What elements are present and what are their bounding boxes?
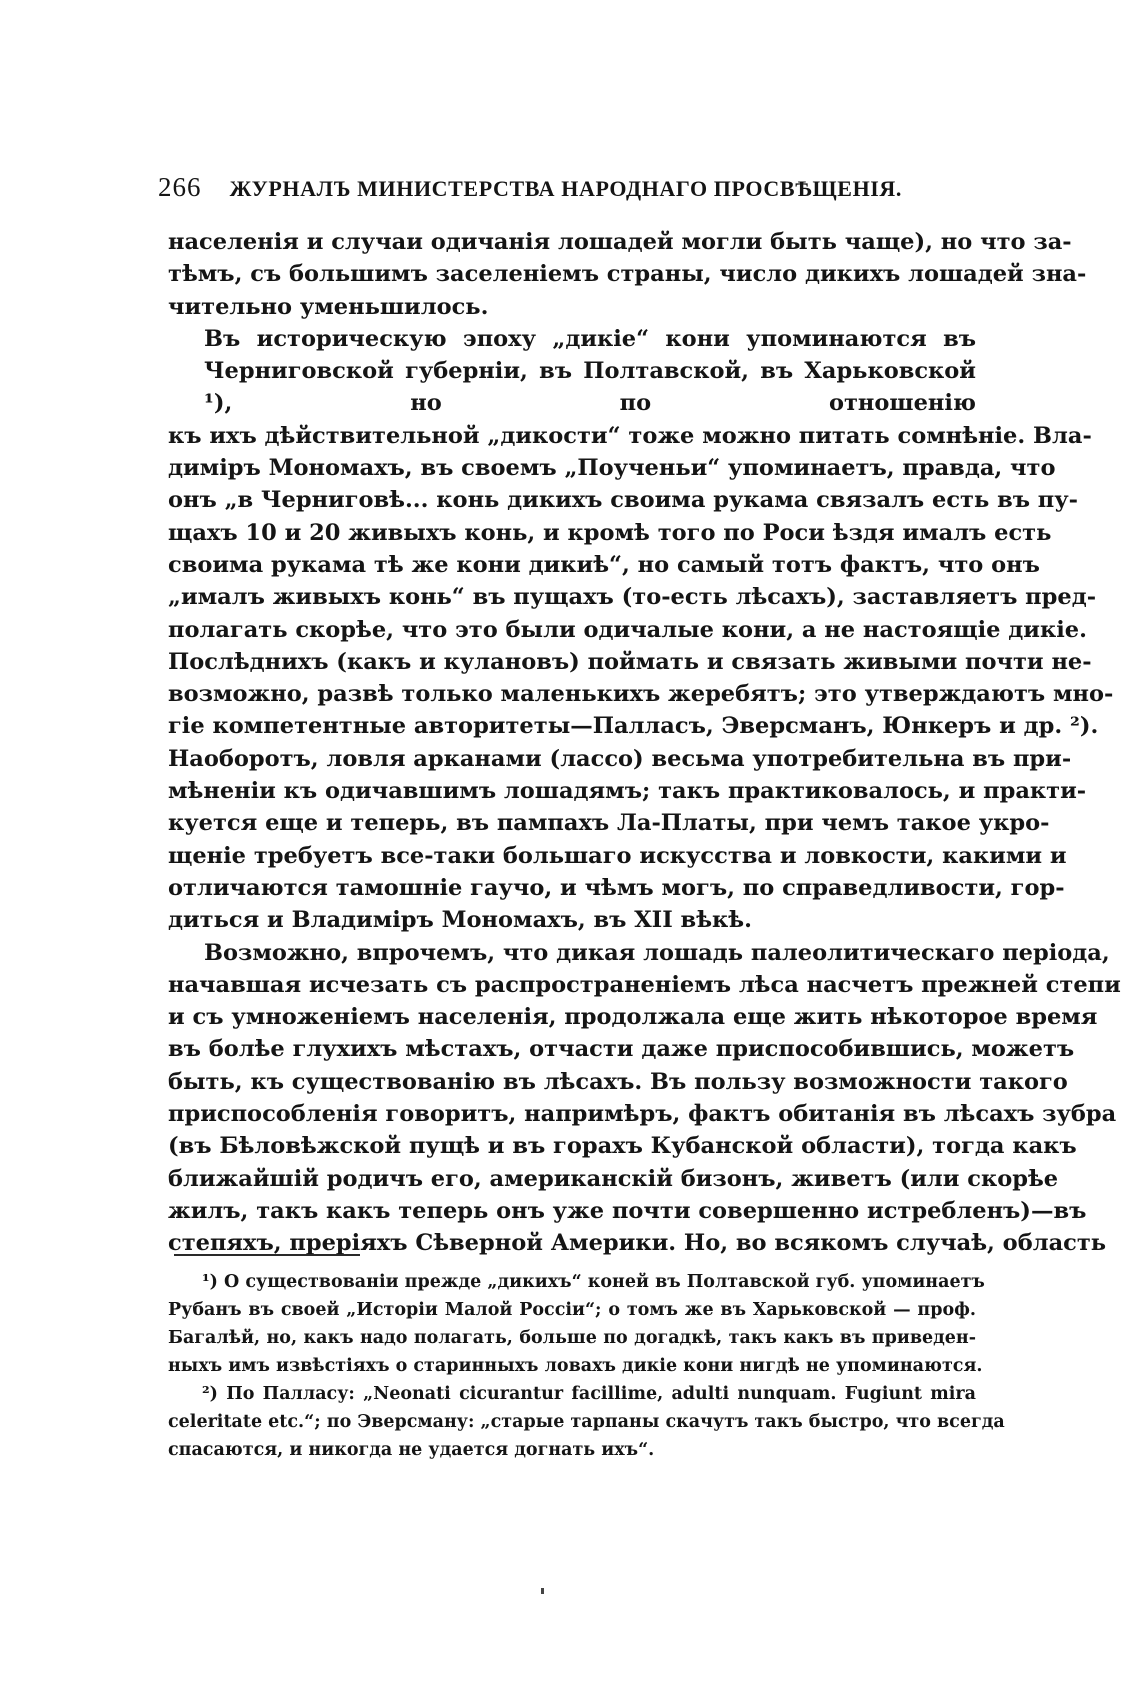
text-line: диться и Владиміръ Мономахъ, въ XII вѣкѣ.: [168, 907, 752, 934]
text-line: къ ихъ дѣйствительной „дикости“ тоже можно питать сомнѣніе. Вла-: [168, 422, 1092, 449]
footnote-line: Рубанъ въ своей „Исторіи Малой Россіи“; о томъ же въ Харьковской — проф.: [168, 1300, 976, 1320]
text-line: чительно уменьшилось.: [168, 293, 489, 320]
text-line: щеніе требуетъ все-таки большаго искусства и ловкости, какими и: [168, 842, 1067, 869]
text-line: начавшая исчезать съ распространеніемъ лѣса насчетъ прежней степи: [168, 971, 1121, 998]
footnote-line: спасаются, и никогда не удается догнать ихъ“.: [168, 1440, 655, 1460]
text-line: быть, къ существованію въ лѣсахъ. Въ пользу возможности такого: [168, 1068, 1068, 1095]
footnote-line: celeritate etc.“; по Эверсману: „старые тарпаны скачутъ такъ быстро, что всегда: [168, 1412, 1005, 1432]
text-line: ближайшій родичъ его, американскій бизонъ, живетъ (или скорѣе: [168, 1165, 1059, 1192]
print-speck: [541, 1588, 544, 1594]
text-line: своима рукама тѣ же кони дикиѣ“, но самый тотъ фактъ, что онъ: [168, 551, 1040, 578]
text-line: Послѣднихъ (какъ и кулановъ) поймать и связать живыми почти не-: [168, 648, 1092, 675]
footnote-line: ²) По Палласу: „Neonati cicurantur facillime, adulti nunquam. Fugiunt mira: [202, 1384, 976, 1404]
text-line: и съ умноженіемъ населенія, продолжала еще жить нѣкоторое время: [168, 1004, 1098, 1031]
text-line: населенія и случаи одичанія лошадей могли быть чаще), но что за-: [168, 229, 1072, 255]
footnotes: [168, 1268, 1005, 1464]
text-line: тѣмъ, съ большимъ заселеніемъ страны, число дикихъ лошадей зна-: [168, 261, 1087, 288]
text-line: отличаются тамошніе гаучо, и чѣмъ могъ, по справедливости, гор-: [168, 874, 1065, 901]
text-line: приспособленія говоритъ, напримѣръ, фактъ обитанія въ лѣсахъ зубра: [168, 1101, 1117, 1128]
footnote-line: Багалѣй, но, какъ надо полагать, больше по догадкѣ, такъ какъ въ приведен-: [168, 1328, 976, 1348]
text-line: куется еще и теперь, въ пампахъ Ла-Платы, при чемъ такое укро-: [168, 810, 1050, 837]
main-text: [168, 226, 1121, 1260]
text-line: щахъ 10 и 20 живыхъ конь, и кромѣ того по Роси ѣздя ималъ есть: [168, 519, 1052, 546]
text-line: Въ историческую эпоху „дикіе“ кони упоминаются въ Черниговской губерніи, въ Полтавской, въ Харьковской ¹), но по отношенію: [204, 325, 976, 417]
text-line: возможно, развѣ только маленькихъ жеребятъ; это утверждаютъ мно-: [168, 681, 1114, 708]
running-title: ЖУРНАЛЪ МИНИСТЕРСТВА НАРОДНАГО ПРОСВѢЩЕНІЯ.: [229, 176, 903, 201]
text-line: мѣненіи къ одичавшимъ лошадямъ; такъ практиковалось, и практи-: [168, 778, 1087, 805]
text-line: Наоборотъ, ловля арканами (лассо) весьма употребительна въ при-: [168, 745, 1072, 772]
page-number: 266: [158, 172, 202, 202]
text-line: степяхъ, преріяхъ Сѣверной Америки. Но, во всякомъ случаѣ, область: [168, 1230, 1107, 1257]
text-line: онъ „в Черниговѣ... конь дикихъ своима рукама связалъ есть въ пу-: [168, 487, 1079, 514]
footnote-separator: [174, 1254, 360, 1256]
running-header: [158, 172, 978, 203]
text-line: гіе компетентные авторитеты—Палласъ, Эверсманъ, Юнкеръ и др. ²).: [168, 713, 1099, 740]
footnote-line: ¹) О существованіи прежде „дикихъ“ коней въ Полтавской губ. упоминаетъ: [202, 1272, 985, 1292]
text-line: Возможно, впрочемъ, что дикая лошадь палеолитическаго періода,: [204, 939, 1110, 966]
text-line: полагать скорѣе, что это были одичалые кони, а не настоящіе дикіе.: [168, 616, 1087, 643]
text-line: диміръ Мономахъ, въ своемъ „Поученьи“ упоминаетъ, правда, что: [168, 455, 1056, 482]
text-line: (въ Бѣловѣжской пущѣ и въ горахъ Кубанской области), тогда какъ: [168, 1133, 1077, 1160]
footnote-line: ныхъ имъ извѣстіяхъ о старинныхъ ловахъ дикіе кони нигдѣ не упоминаются.: [168, 1356, 983, 1376]
text-line: жилъ, такъ какъ теперь онъ уже почти совершенно истребленъ)—въ: [168, 1197, 1087, 1224]
text-line: въ болѣе глухихъ мѣстахъ, отчасти даже приспособившись, можетъ: [168, 1036, 1075, 1063]
text-line: „ималъ живыхъ конь“ въ пущахъ (то-есть лѣсахъ), заставляетъ пред-: [168, 584, 1097, 611]
